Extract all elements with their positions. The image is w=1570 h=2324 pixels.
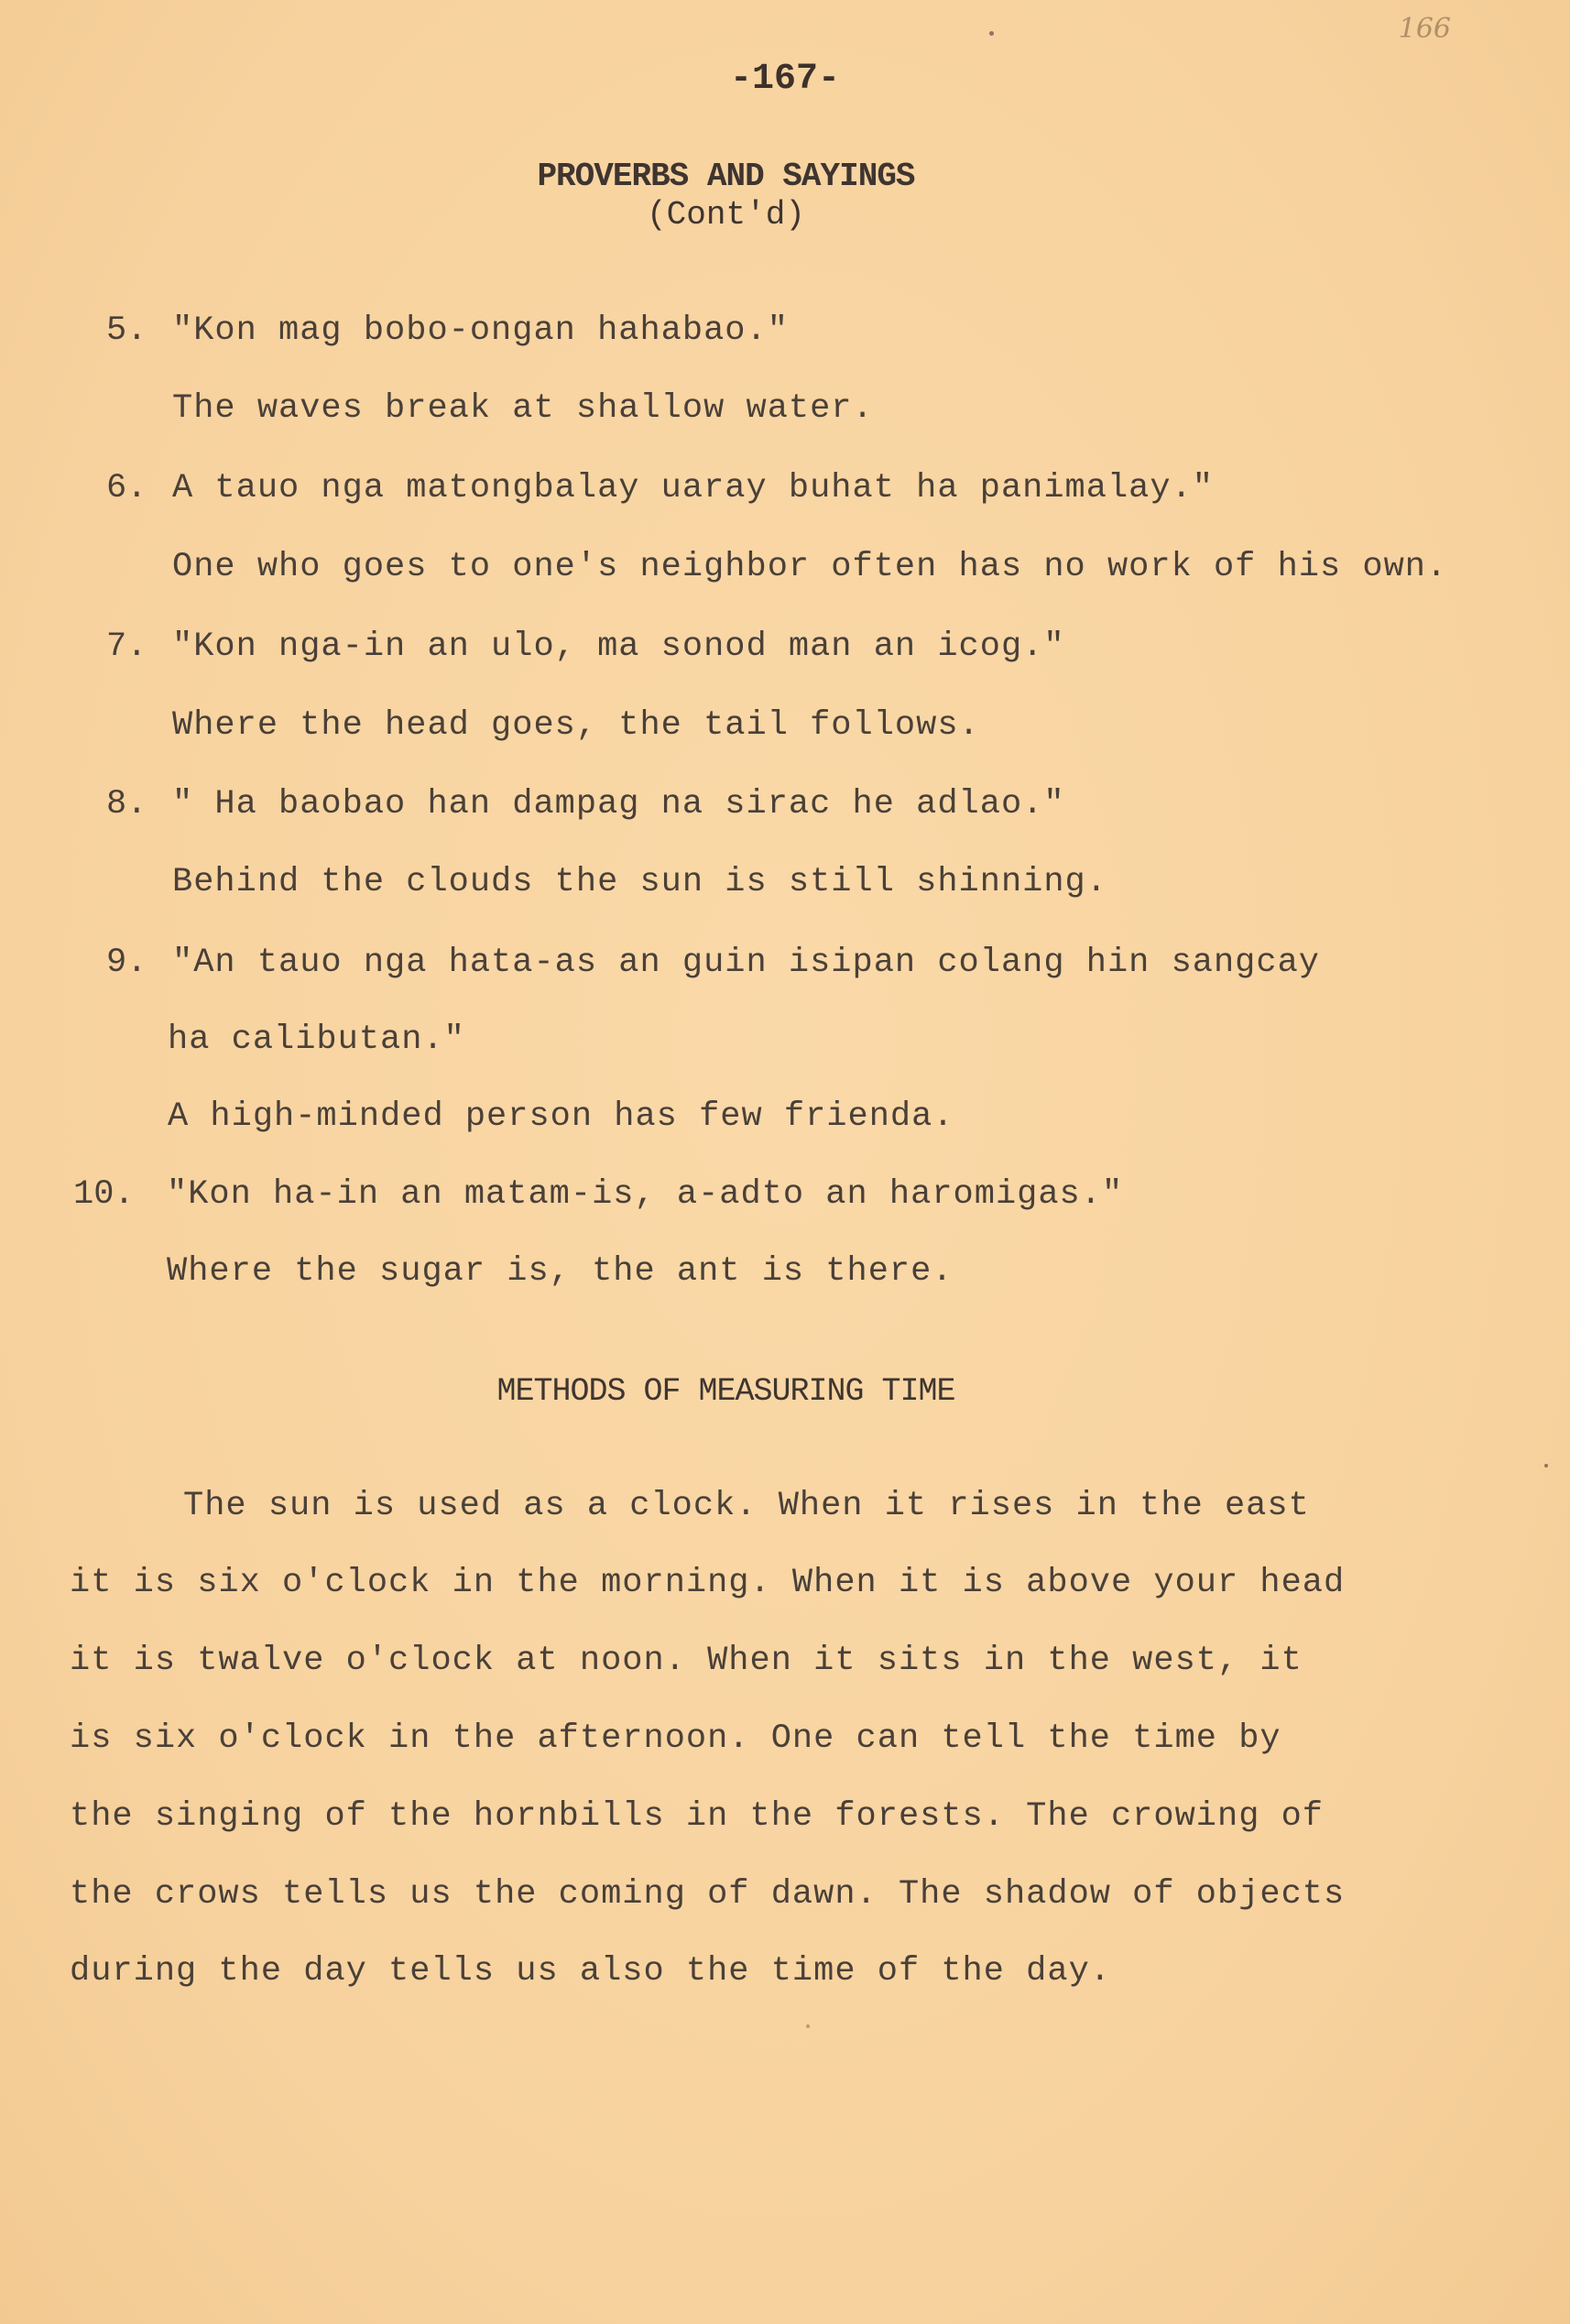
folio-note: 166 xyxy=(1398,13,1451,45)
proverb-text: "An tauo nga hata-as an guin isipan colang hin sangcay xyxy=(172,944,1320,982)
proverb-translation: Behind the clouds the sun is still shinning. xyxy=(172,863,1107,901)
proverb-text: "Kon ha-in an matam-is, a-adto an haromigas." xyxy=(167,1175,1124,1214)
proverb-number: 5. xyxy=(106,311,147,350)
proverb-text: A tauo nga matongbalay uaray buhat ha panimalay." xyxy=(172,469,1214,507)
proverb-translation: The waves break at shallow water. xyxy=(172,389,874,428)
proverb-text: " Ha baobao han dampag na sirac he adlao." xyxy=(172,785,1065,824)
proverb-translation: One who goes to one's neighbor often has no work of his own. xyxy=(172,548,1448,586)
proverb-translation: Where the sugar is, the ant is there. xyxy=(167,1252,954,1291)
proverbs-subtitle: (Cont'd) xyxy=(647,196,805,234)
paper-speck xyxy=(1544,1464,1548,1468)
proverb-number: 7. xyxy=(106,627,147,666)
proverb-text: "Kon mag bobo-ongan hahabao." xyxy=(172,311,789,350)
proverbs-title: PROVERBS AND SAYINGS xyxy=(537,158,915,195)
proverb-translation: A high-minded person has few frienda. xyxy=(168,1097,954,1136)
paragraph-line: the singing of the hornbills in the forests. The crowing of xyxy=(70,1797,1325,1836)
paper-speck xyxy=(989,31,994,36)
paragraph-line: The sun is used as a clock. When it rises in the east xyxy=(183,1487,1310,1525)
page-number: -167- xyxy=(729,59,841,100)
proverb-number: 6. xyxy=(106,469,147,507)
proverb-text: ha calibutan." xyxy=(168,1020,465,1059)
proverb-text: "Kon nga-in an ulo, ma sonod man an icog." xyxy=(172,627,1065,666)
paragraph-line: it is twalve o'clock at noon. When it sits in the west, it xyxy=(70,1642,1303,1680)
paragraph-line: during the day tells us also the time of the day. xyxy=(70,1952,1111,1991)
paragraph-line: it is six o'clock in the morning. When it is above your head xyxy=(70,1564,1346,1602)
paper-speck xyxy=(806,2024,810,2028)
paragraph-line: the crows tells us the coming of dawn. The shadow of objects xyxy=(70,1875,1346,1914)
proverb-number: 8. xyxy=(106,785,147,824)
paragraph-line: is six o'clock in the afternoon. One can tell the time by xyxy=(70,1719,1281,1758)
proverb-number: 9. xyxy=(106,944,147,982)
proverb-number: 10. xyxy=(73,1175,135,1214)
methods-title: METHODS OF MEASURING TIME xyxy=(496,1373,955,1410)
proverb-translation: Where the head goes, the tail follows. xyxy=(172,706,980,745)
